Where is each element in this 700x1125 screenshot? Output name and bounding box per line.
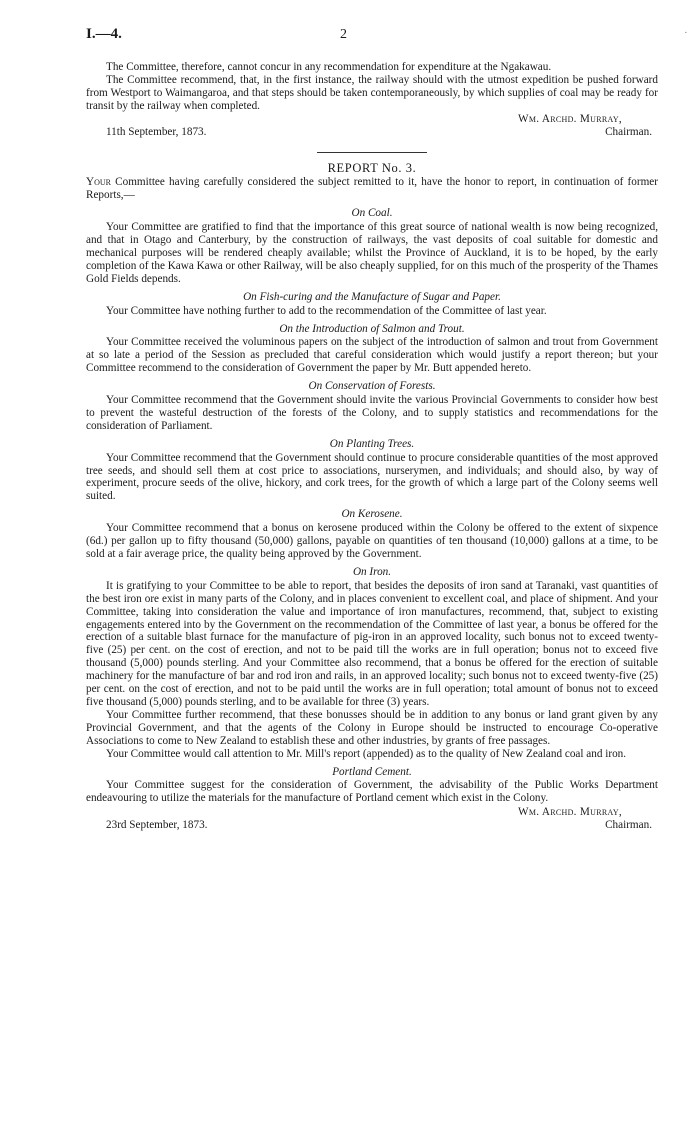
paragraph-portland-cement: Your Committee suggest for the consideration of Government, the advisability of the Public Works Department endeavouring to utilize the materials for the manufacture of Portland cement which exist in the Colony. bbox=[86, 779, 658, 805]
section-divider bbox=[317, 152, 427, 153]
report-title: REPORT No. 3. bbox=[327, 160, 417, 175]
paragraph-salmon: Your Committee received the voluminous papers on the subject of the introduction of salmon and trout from Government at so late a period of the Session as precluded that careful consideration which would justify a report thereon; but your Committee recommend to the consideration of Government the paper by Mr. Butt appended hereto. bbox=[86, 336, 658, 375]
paragraph-iron-3: Your Committee would call attention to Mr. Mill's report (appended) as to the quality of New Zealand coal and iron. bbox=[106, 747, 627, 760]
heading-forests: On Conservation of Forests. bbox=[308, 380, 436, 393]
document-reference: I.—4. bbox=[86, 26, 122, 42]
heading-iron: On Iron. bbox=[352, 565, 392, 578]
heading-fish-curing: On Fish-curing and the Manufacture of Sugar and Paper. bbox=[243, 290, 501, 303]
signature-name-2: Wm. Archd. Murray, bbox=[518, 806, 622, 819]
paragraph-iron-2: Your Committee further recommend, that these bonusses should be in addition to any bonus or land grant given by any Provincial Government, and that the agents of the Colony in Europe should be instructed to encourage Co-operative Associations to come to New Zealand to establish these and other industries, by grants of free passages. bbox=[86, 708, 658, 747]
heading-planting-trees: On Planting Trees. bbox=[329, 437, 415, 450]
signature-name-1: Wm. Archd. Murray, bbox=[518, 112, 622, 125]
heading-coal: On Coal. bbox=[351, 207, 393, 220]
paragraph-forests: Your Committee recommend that the Government should invite the various Provincial Governments to consider how best to prevent the wasteful destruction of the forests of the Colony, and to supply statistics and recommendations for the consideration of Parliament. bbox=[86, 394, 658, 432]
report-opening-text: Committee having carefully considered the subject remitted to it, have the honor to report, in continuation of former Reports,— bbox=[86, 176, 658, 202]
paragraph-kerosene: Your Committee recommend that a bonus on kerosene produced within the Colony be offered to the extent of sixpence (6d.) per gallon up to fifty thousand (50,000) gallons, payable on quantities of ten thousand (10,000) gallons at a time, to be sold at a fair average price, the quality being approved by the Government. bbox=[86, 522, 658, 560]
signature-title-1: Chairman. bbox=[605, 125, 652, 138]
paragraph-ngakawau bbox=[86, 61, 658, 74]
edge-mark: · bbox=[684, 27, 688, 39]
paragraph-coal: Your Committee are gratified to find that the importance of this great source of national wealth is now being recognized, and that in Otago and Canterbury, by the construction of railways, the vast deposits of coal suitable for domestic and mechanical purposes will be rendered cheaply available; whilst the Province of Auckland, it is to be hoped, by the early completion of the Kawa Kawa or other Railway, will be also cheaply supplied, for on this much of the prosperity of the Thames Gold Fields depends. bbox=[86, 221, 658, 285]
heading-portland-cement: Portland Cement. bbox=[332, 765, 412, 778]
signature-date-1: 11th September, 1873. bbox=[106, 125, 207, 138]
heading-kerosene: On Kerosene. bbox=[341, 508, 403, 521]
signature-block-1 bbox=[86, 113, 658, 139]
page-number: 2 bbox=[340, 27, 347, 42]
report-opening-lead: Your bbox=[86, 176, 111, 189]
signature-title-2: Chairman. bbox=[605, 819, 652, 832]
document-body bbox=[86, 61, 658, 832]
heading-salmon: On the Introduction of Salmon and Trout. bbox=[279, 322, 465, 335]
paragraph-ngakawau-text: The Committee, therefore, cannot concur in any recommendation for expenditure at the Ngakawau. bbox=[106, 61, 552, 73]
signature-date-2: 23rd September, 1873. bbox=[106, 819, 208, 832]
paragraph-fish-curing: Your Committee have nothing further to add to the recommendation of the Committee of last year. bbox=[106, 304, 547, 317]
paragraph-planting-trees: Your Committee recommend that the Government should continue to procure considerable quantities of the most approved tree seeds, and should sell them at cost price to associations, nurserymen, and individuals; and should also, by way of experiment, procure seeds of the olive, hickory, and cork trees, for the growth of which a large part of the Colony seems well suited. bbox=[86, 451, 658, 503]
report-opening bbox=[86, 176, 658, 202]
paragraph-railway: The Committee recommend, that, in the first instance, the railway should with the utmost expedition be pushed forward from Westport to Waimangaroa, and that steps should be taken contemporaneously, by which supplies of coal may be ready for transit by the railway when completed. bbox=[86, 73, 658, 112]
paragraph-iron-1: It is gratifying to your Committee to be able to report, that besides the deposits of iron sand at Taranaki, vast quantities of the best iron ore exist in many parts of the Colony, and in places convenient to excellent coal, and place of shipment. And your Committee, taking into consideration the value and importance of iron manufactures, recommend, that, subject to existing engagements entered into by the Government on the recommendation of the Committee of last year, a bonus be offered for the erection of a suitable blast furnace for the manufacture of pig-iron in an approved locality, such bonus not to exceed twenty-five (25) per cent. on the cost of erection, and not to be paid till the works are in full operation; bonus not to exceed five thousand (5,000) pounds sterling. And your Committee also recommend, that a bonus be offered for the erection of suitable machinery for the manufacture of bar and rod iron and rails, in an approved locality; such bonus not to exceed twenty-five (25) per cent. on the cost of erection, and not to be paid until the works are in full operation; total amount of bonus not to exceed five thousand (5,000) pounds sterling, and to be available for three (3) years. bbox=[86, 579, 658, 708]
signature-1 bbox=[518, 113, 658, 139]
signature-2 bbox=[518, 806, 658, 832]
signature-block-2 bbox=[86, 806, 658, 832]
